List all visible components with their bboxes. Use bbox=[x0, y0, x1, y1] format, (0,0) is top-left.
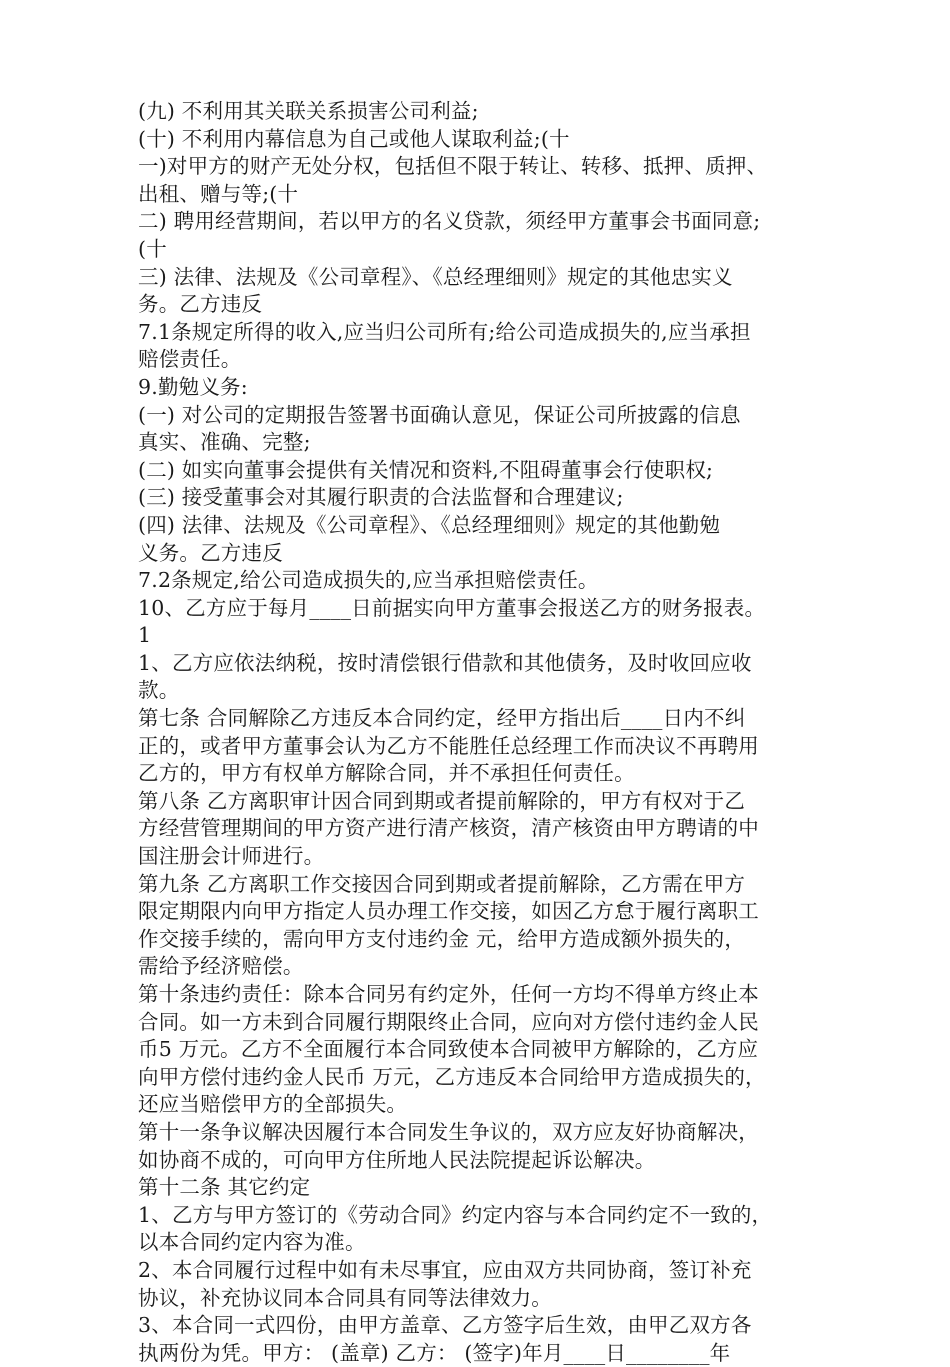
text-line: 赔偿责任。 bbox=[138, 347, 242, 372]
text-line: (二) 如实向董事会提供有关情况和资料,不阻碍董事会行使职权; bbox=[138, 457, 714, 482]
text-line: 还应当赔偿甲方的全部损失。 bbox=[138, 1092, 408, 1117]
text-line: 1、乙方应依法纳税，按时清偿银行借款和其他债务，及时收回应收 bbox=[138, 650, 752, 675]
text-line: 协议，补充协议同本合同具有同等法律效力。 bbox=[138, 1285, 552, 1310]
text-line: (九) 不利用其关联关系损害公司利益; bbox=[138, 99, 479, 123]
text-line: 正的，或者甲方董事会认为乙方不能胜任总经理工作而决议不再聘用 bbox=[138, 733, 759, 758]
text-line: 9.勤勉义务: bbox=[138, 374, 248, 399]
text-line: 10、乙方应于每月____日前据实向甲方董事会报送乙方的财务报表。 bbox=[138, 595, 766, 620]
text-line: 真实、准确、完整; bbox=[138, 430, 311, 455]
text-line: 第十二条 其它约定 bbox=[138, 1175, 311, 1200]
text-line: 如协商不成的，可向甲方住所地人民法院提起诉讼解决。 bbox=[138, 1147, 656, 1172]
text-line: 第十一条争议解决因履行本合同发生争议的，双方应友好协商解决， bbox=[138, 1119, 759, 1144]
text-line: (三) 接受董事会对其履行职责的合法监督和合理建议; bbox=[138, 485, 624, 510]
text-line: 限定期限内向甲方指定人员办理工作交接，如因乙方怠于履行离职工 bbox=[138, 899, 759, 924]
text-line: 第九条 乙方离职工作交接因合同到期或者提前解除，乙方需在甲方 bbox=[138, 871, 746, 896]
text-line: (一) 对公司的定期报告签署书面确认意见，保证公司所披露的信息 bbox=[138, 402, 741, 427]
text-line: 第七条 合同解除乙方违反本合同约定，经甲方指出后____日内不纠 bbox=[138, 706, 746, 731]
text-line: 方经营管理期间的甲方资产进行清产核资，清产核资由甲方聘请的中 bbox=[138, 816, 759, 841]
text-line: 出租、赠与等;(十 bbox=[138, 181, 299, 206]
text-line: 第十条违约责任：除本合同另有约定外，任何一方均不得单方终止本 bbox=[138, 982, 759, 1006]
text-line: 以本合同约定内容为准。 bbox=[138, 1230, 366, 1255]
text-line: 1 bbox=[138, 623, 152, 648]
text-line: 二) 聘用经营期间，若以甲方的名义贷款，须经甲方董事会书面同意; bbox=[138, 209, 761, 234]
text-line: 执两份为凭。甲方： (盖章) 乙方： (签字)年月____日________年 bbox=[138, 1340, 731, 1365]
text-line: 国注册会计师进行。 bbox=[138, 844, 325, 869]
text-line: 义务。乙方违反 bbox=[138, 540, 283, 565]
text-line: 币5 万元。乙方不全面履行本合同致使本合同被甲方解除的，乙方应 bbox=[138, 1037, 759, 1062]
text-line: 1、乙方与甲方签订的《劳动合同》约定内容与本合同约定不一致的， bbox=[138, 1202, 773, 1227]
text-line: (十) 不利用内幕信息为自己或他人谋取利益;(十 bbox=[138, 126, 570, 151]
text-line: 7.2条规定,给公司造成损失的,应当承担赔偿责任。 bbox=[138, 568, 599, 593]
text-line: 需给予经济赔偿。 bbox=[138, 954, 304, 979]
text-line: 务。乙方违反 bbox=[138, 292, 263, 317]
text-line: 2、本合同履行过程中如有未尽事宜，应由双方共同协商，签订补充 bbox=[138, 1257, 752, 1282]
text-line: 三) 法律、法规及《公司章程》、《总经理细则》规定的其他忠实义 bbox=[138, 264, 733, 289]
text-line: (四) 法律、法规及《公司章程》、《总经理细则》规定的其他勤勉 bbox=[138, 512, 721, 537]
contract-document-body bbox=[138, 98, 828, 1367]
text-line: (十 bbox=[138, 236, 167, 261]
text-line: 第八条 乙方离职审计因合同到期或者提前解除的，甲方有权对于乙 bbox=[138, 788, 746, 813]
text-line: 一)对甲方的财产无处分权，包括但不限于转让、转移、抵押、质押、 bbox=[138, 154, 768, 179]
text-line: 乙方的，甲方有权单方解除合同，并不承担任何责任。 bbox=[138, 761, 635, 786]
text-line: 向甲方偿付违约金人民币 万元，乙方违反本合同给甲方造成损失的， bbox=[138, 1064, 766, 1089]
text-line: 合同。如一方未到合同履行期限终止合同，应向对方偿付违约金人民 bbox=[138, 1009, 759, 1034]
text-line: 7.1条规定所得的收入,应当归公司所有;给公司造成损失的,应当承担 bbox=[138, 319, 751, 344]
text-line: 3、本合同一式四份，由甲方盖章、乙方签字后生效，由甲乙双方各 bbox=[138, 1313, 752, 1338]
text-line: 作交接手续的，需向甲方支付违约金 元，给甲方造成额外损失的， bbox=[138, 926, 746, 951]
text-line: 款。 bbox=[138, 678, 180, 703]
